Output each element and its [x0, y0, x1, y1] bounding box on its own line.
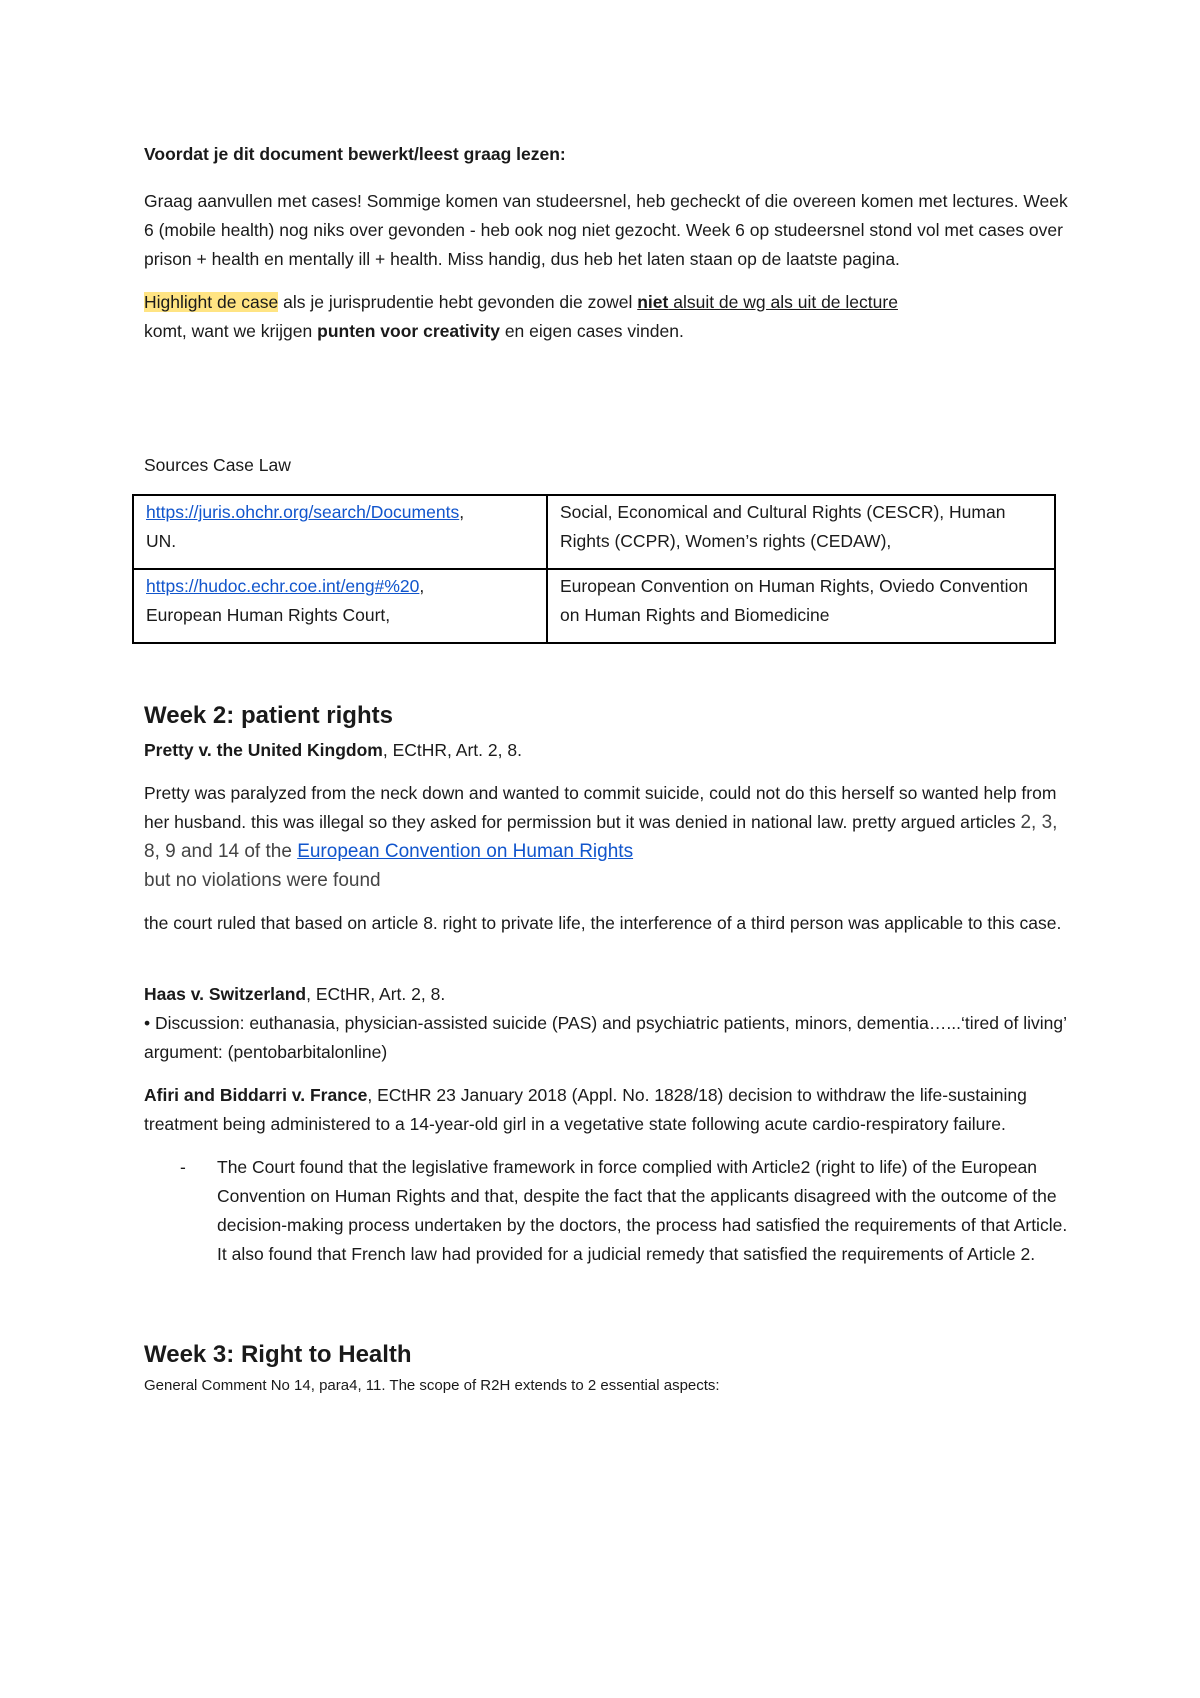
sources-label: Sources Case Law — [144, 455, 291, 475]
haas-case-title — [144, 980, 1074, 1009]
haas-title: Haas v. Switzerland — [144, 984, 307, 1004]
link-comma: , — [459, 502, 465, 522]
source-description: European Convention on Human Rights, Oviedo Convention on Human Rights and Biomedicine — [547, 569, 1055, 643]
pretty-body-text: Pretty was paralyzed from the neck down and wanted to commit suicide, could not do this herself so wanted help from her husband. this was illegal so they asked for permission but it was denied in national law. pretty argued articles — [144, 783, 1057, 832]
dash-bullet: - — [180, 1157, 186, 1177]
highlight-mid: als je jurisprudentie hebt gevonden die zowel — [278, 292, 638, 312]
general-comment: General Comment No 14, para4, 11. The scope of R2H extends to 2 essential aspects: — [144, 1377, 720, 1394]
pretty-ruling: the court ruled that based on article 8. right to private life, the interference of a third person was applicable to this case. — [144, 913, 1062, 933]
line2-end: en eigen cases vinden. — [499, 321, 684, 341]
source-cell — [133, 495, 547, 569]
hudoc-link[interactable]: https://hudoc.echr.coe.int/eng#%20 — [146, 576, 420, 596]
document-body — [144, 140, 1074, 1397]
link-comma: , — [419, 576, 425, 596]
echr-link[interactable]: European Convention on Human Rights — [297, 841, 634, 862]
court-found-text: The Court found that the legislative framework in force complied with Article2 (right to life) of the European Convention on Human Rights and that, despite the fact that the applicants disagreed with the outcome of the decision-making process undertaken by the doctors, the process had satisfied the requirements of that Article. It also found that French law had provided for a judicial remedy that satisfied the requirements of Article 2. — [217, 1157, 1068, 1264]
pretty-body — [144, 779, 1074, 895]
underline-rest: alsuit de wg als uit de lecture — [668, 292, 898, 312]
sources-table — [132, 494, 1056, 644]
afiri-body: , ECtHR 23 January 2018 (Appl. No. 1828/18) decision to withdraw the life-sustaining treatment being administered to a 14-year-old girl in a vegetative state following acute cardio-respiratory failure. — [144, 1085, 1027, 1134]
pretty-cite: , ECtHR, Art. 2, 8. — [382, 740, 522, 760]
pretty-tail: but no violations were found — [144, 870, 381, 891]
source-description: Social, Economical and Cultural Rights (CESCR), Human Rights (CCPR), Women’s rights (CEDAW), — [547, 495, 1055, 569]
source-org: UN. — [146, 531, 177, 551]
week3-heading: Week 3: Right to Health — [144, 1341, 412, 1368]
intro-heading: Voordat je dit document bewerkt/leest graag lezen: — [144, 144, 566, 164]
intro-paragraph: Graag aanvullen met cases! Sommige komen van studeersnel, heb gecheckt of die overeen komen met lectures. Week 6 (mobile health) nog niks over gevonden - heb ook nog niet gezocht. Week 6 op studeersnel stond vol met cases over prison + health en mentally ill + health. Miss handig, dus heb het laten staan op de laatste pagina. — [144, 191, 1068, 269]
afiri-title: Afiri and Biddarri v. France — [144, 1085, 368, 1105]
table-row — [133, 569, 1055, 643]
pretty-articles: 2, 3, 8, 9 and 14 of the — [144, 812, 1058, 862]
court-found-item — [144, 1153, 1074, 1269]
line2-bold: punten voor creativity — [317, 321, 500, 341]
pretty-title: Pretty v. the United Kingdom — [144, 740, 383, 760]
underline-niet: niet — [637, 292, 669, 312]
line2-start: komt, want we krijgen — [144, 321, 318, 341]
week2-heading: Week 2: patient rights — [144, 702, 393, 729]
highlight-paragraph — [144, 288, 1074, 346]
ohchr-link[interactable]: https://juris.ohchr.org/search/Documents — [146, 502, 460, 522]
highlight-text: Highlight de case — [144, 292, 279, 312]
source-org: European Human Rights Court, — [146, 605, 391, 625]
pretty-case-title — [144, 736, 1074, 765]
haas-cite: , ECtHR, Art. 2, 8. — [306, 984, 446, 1004]
table-row — [133, 495, 1055, 569]
haas-discussion: • Discussion: euthanasia, physician-assisted suicide (PAS) and psychiatric patients, minors, dementia…...‘tired of living’ argument: (pentobarbitalonline) — [144, 1013, 1067, 1062]
source-cell — [133, 569, 547, 643]
afiri-case — [144, 1081, 1074, 1139]
